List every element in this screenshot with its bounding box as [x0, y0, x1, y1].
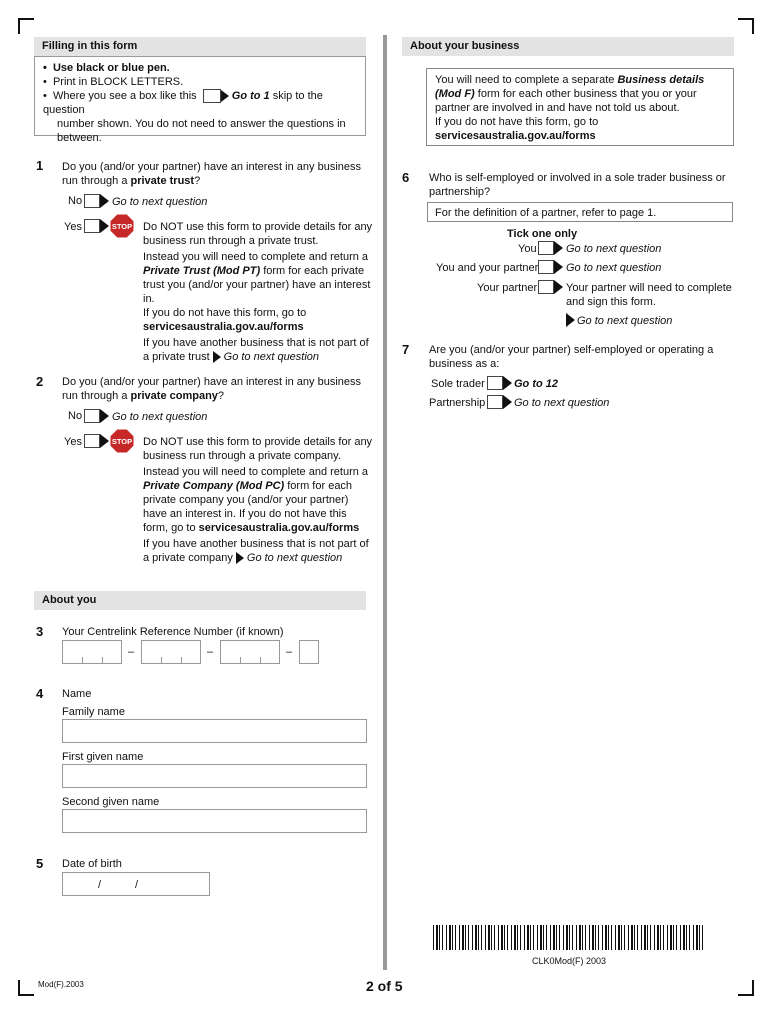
q6-both-goto: Go to next question [566, 262, 662, 274]
bullet-skip: Where you see a box like this [52, 90, 197, 102]
tick-one-only: Tick one only [507, 228, 578, 240]
q3-label: Your Centrelink Reference Number (if known) [62, 626, 284, 638]
q7-partnership-label: Partnership [429, 397, 486, 409]
q6-text: Who is self-employed or involved in a sole trader business or partnership? [429, 172, 726, 198]
family-name-label: Family name [62, 706, 125, 718]
q7-sole-goto: Go to 12 [514, 378, 559, 390]
q2-yes-checkbox[interactable] [84, 434, 100, 448]
q1-number: 1 [36, 158, 44, 173]
q1-yes-details: Do NOT use this form to provide details for any business run through a private trust. Instead you will need to complete and return a Private Trust (Mod PT) form for each private trust you (and/or your partner) have an interest in. If you do not have this form, go to servicesaustralia.gov.au/forms If you have another business that is not part of a private trust Go to next question [143, 221, 373, 363]
barcode [433, 925, 703, 950]
crn-input-part-3[interactable] [220, 640, 280, 664]
filling-header: Filling in this form [34, 37, 366, 56]
q7-partnership-goto: Go to next question [514, 397, 610, 409]
bullet-pen: Use black or blue pen. [52, 62, 170, 74]
q1-no-label: No [68, 195, 83, 207]
q7-partnership-checkbox[interactable] [487, 395, 503, 409]
q6-you-goto: Go to next question [566, 243, 662, 255]
bullet-block-letters: Print in BLOCK LETTERS. [52, 76, 184, 88]
arrow-icon [100, 194, 109, 208]
arrow-icon [503, 395, 512, 409]
arrow-icon [100, 219, 109, 233]
q6-partner-checkbox[interactable] [538, 280, 554, 294]
arrow-icon [100, 409, 109, 423]
arrow-icon [554, 241, 563, 255]
q1-yes-checkbox[interactable] [84, 219, 100, 233]
crn-input-part-2[interactable] [141, 640, 201, 664]
q2-no-label: No [68, 410, 83, 422]
page-number: 2 of 5 [366, 978, 403, 994]
example-goto: Go to 1 [231, 90, 270, 102]
q5-number: 5 [36, 856, 44, 871]
svg-text:STOP: STOP [111, 437, 133, 446]
partner-definition-box: For the definition of a partner, refer to page 1. [427, 202, 733, 222]
arrow-icon [554, 260, 563, 274]
q2-no-checkbox[interactable] [84, 409, 100, 423]
crop-mark-bottom-left [18, 980, 34, 996]
q6-you-checkbox[interactable] [538, 241, 554, 255]
arrow-icon [503, 376, 512, 390]
q6-partner-note: Your partner will need to complete and sign this form. [566, 282, 732, 308]
dob-input[interactable]: / / [62, 872, 210, 896]
business-header: About your business [402, 37, 734, 56]
crn-input-part-1[interactable] [62, 640, 122, 664]
q2-yes-label: Yes [64, 436, 82, 448]
q2-number: 2 [36, 374, 44, 389]
first-name-label: First given name [62, 751, 144, 763]
forms-link[interactable]: servicesaustralia.gov.au/forms [143, 321, 304, 333]
q2-text: Do you (and/or your partner) have an interest in any business run through a private company? [62, 376, 361, 402]
q6-number: 6 [402, 170, 410, 185]
crop-mark-top-left [18, 18, 34, 34]
arrow-icon [566, 313, 575, 327]
q4-number: 4 [36, 686, 44, 701]
q7-sole-label: Sole trader [431, 378, 485, 390]
q6-partner-label: Your partner [477, 282, 538, 294]
about-you-header: About you [34, 591, 366, 610]
q1-no-checkbox[interactable] [84, 194, 100, 208]
second-name-input[interactable] [62, 809, 367, 833]
forms-link[interactable]: servicesaustralia.gov.au/forms [435, 130, 596, 142]
arrow-icon [213, 351, 221, 363]
q3-number: 3 [36, 624, 44, 639]
crn-input-check[interactable] [299, 640, 319, 664]
q6-both-checkbox[interactable] [538, 260, 554, 274]
q2-yes-details: Do NOT use this form to provide details for any business run through a private company. Instead you will need to complete and return a Private Company (Mod PC) form for each private company you (and/or your partner) have an interest in. If you do not have this form, go to servicesaustralia.gov.au/forms If you have another business that is not part of a private company Go to next question [143, 436, 373, 564]
q2-no-goto: Go to next question [112, 411, 208, 423]
second-name-label: Second given name [62, 796, 160, 808]
q1-text: Do you (and/or your partner) have an interest in any business run through a private trust? [62, 161, 361, 187]
arrow-icon [554, 280, 563, 294]
crop-mark-bottom-right [738, 980, 754, 996]
q7-number: 7 [402, 342, 410, 357]
forms-link[interactable]: servicesaustralia.gov.au/forms [198, 522, 360, 534]
form-code: Mod(F).2003 [38, 980, 84, 989]
column-divider [383, 35, 387, 970]
dob-label: Date of birth [62, 858, 122, 870]
arrow-icon [236, 552, 244, 564]
barcode-text: CLK0Mod(F) 2003 [532, 956, 607, 966]
stop-sign-icon [109, 428, 135, 454]
filling-instructions-box: • Use black or blue pen. • Print in BLOCK LETTERS. • Where you see a box like this Go to 1 skip to the question number shown. You do not need to answer the questions in between. [34, 56, 366, 136]
q6-both-label: You and your partner [436, 262, 539, 274]
arrow-icon [100, 434, 109, 448]
q6-you-label: You [518, 243, 537, 255]
q4-label: Name [62, 688, 92, 700]
q1-yes-label: Yes [64, 221, 82, 233]
arrow-icon [221, 90, 229, 102]
example-tick-box [203, 89, 221, 103]
q1-no-goto: Go to next question [112, 196, 208, 208]
family-name-input[interactable] [62, 719, 367, 743]
q7-text: Are you (and/or your partner) self-employed or operating a business as a: [429, 344, 714, 370]
stop-sign-icon [109, 213, 135, 239]
q6-partner-goto: Go to next question [577, 315, 673, 327]
business-info-box: You will need to complete a separate Business details (Mod F) form for each other business that you or your partner are involved in and have not told us about. If you do not have this form, go to servicesaustralia.gov.au/forms [426, 68, 734, 146]
q7-sole-checkbox[interactable] [487, 376, 503, 390]
svg-text:STOP: STOP [111, 222, 133, 231]
crop-mark-top-right [738, 18, 754, 34]
first-name-input[interactable] [62, 764, 367, 788]
